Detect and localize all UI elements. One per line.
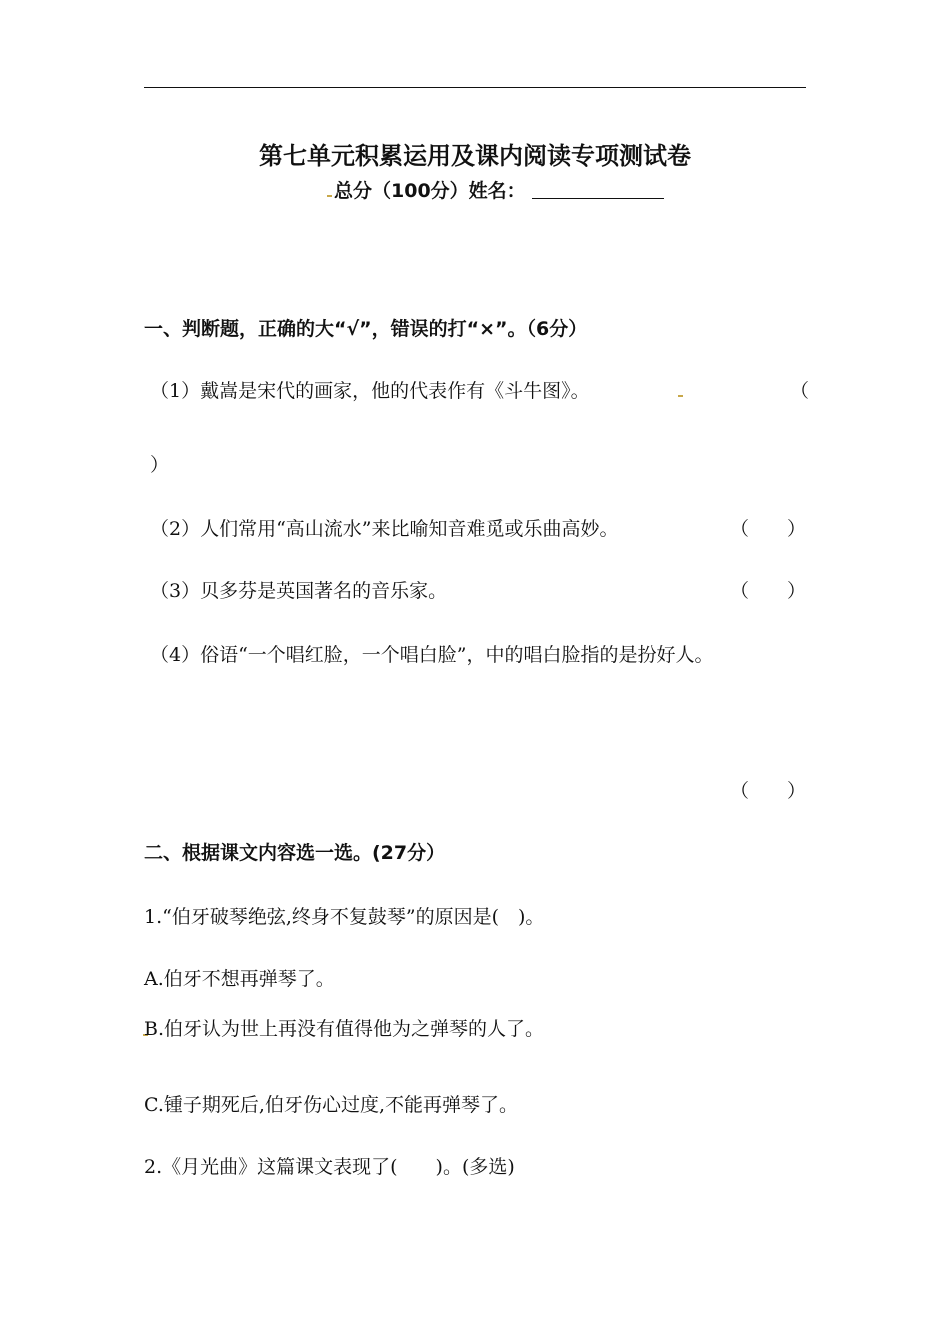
score-name-line <box>334 176 664 203</box>
section-2-heading: 二、根据课文内容选一选。(27分） <box>144 842 446 864</box>
page-title: 第七单元积累运用及课内阅读专项测试卷 <box>259 142 691 170</box>
section-1-heading: 一、判断题，正确的大“√”，错误的打“×”。（6分） <box>144 318 588 340</box>
judge-item-1-paren-open[interactable]: （ <box>790 380 810 402</box>
edit-mark <box>678 395 683 397</box>
question-1-option-b[interactable]: B.伯牙认为世上再没有值得他为之弹琴的人了。 <box>144 1018 545 1040</box>
judge-item-4-paren[interactable]: （ ） <box>730 780 807 802</box>
score-name-label: 总分（100分）姓名： <box>334 180 526 202</box>
name-blank[interactable] <box>532 180 664 199</box>
judge-item-4: （4）俗语“一个唱红脸，一个唱白脸”，中的唱白脸指的是扮好人。 <box>150 644 714 666</box>
question-1-option-c[interactable]: C.锺子期死后,伯牙伤心过度,不能再弹琴了。 <box>144 1094 518 1116</box>
question-1-option-a[interactable]: A.伯牙不想再弹琴了。 <box>144 968 335 990</box>
judge-item-3: （3）贝多芬是英国著名的音乐家。 <box>150 580 448 602</box>
judge-item-2-paren[interactable]: （ ） <box>730 518 807 540</box>
judge-item-3-paren[interactable]: （ ） <box>730 580 807 602</box>
edit-mark <box>327 195 332 197</box>
judge-item-1: （1）戴嵩是宋代的画家，他的代表作有《斗牛图》。 <box>150 380 590 402</box>
question-1-stem: 1.“伯牙破琴绝弦,终身不复鼓琴”的原因是( )。 <box>144 906 545 928</box>
judge-item-1-paren-close[interactable]: ） <box>150 454 170 476</box>
question-2-stem: 2.《月光曲》这篇课文表现了( )。(多选) <box>144 1156 515 1178</box>
header-rule <box>144 87 806 88</box>
judge-item-2: （2）人们常用“高山流水”来比喻知音难觅或乐曲高妙。 <box>150 518 619 540</box>
